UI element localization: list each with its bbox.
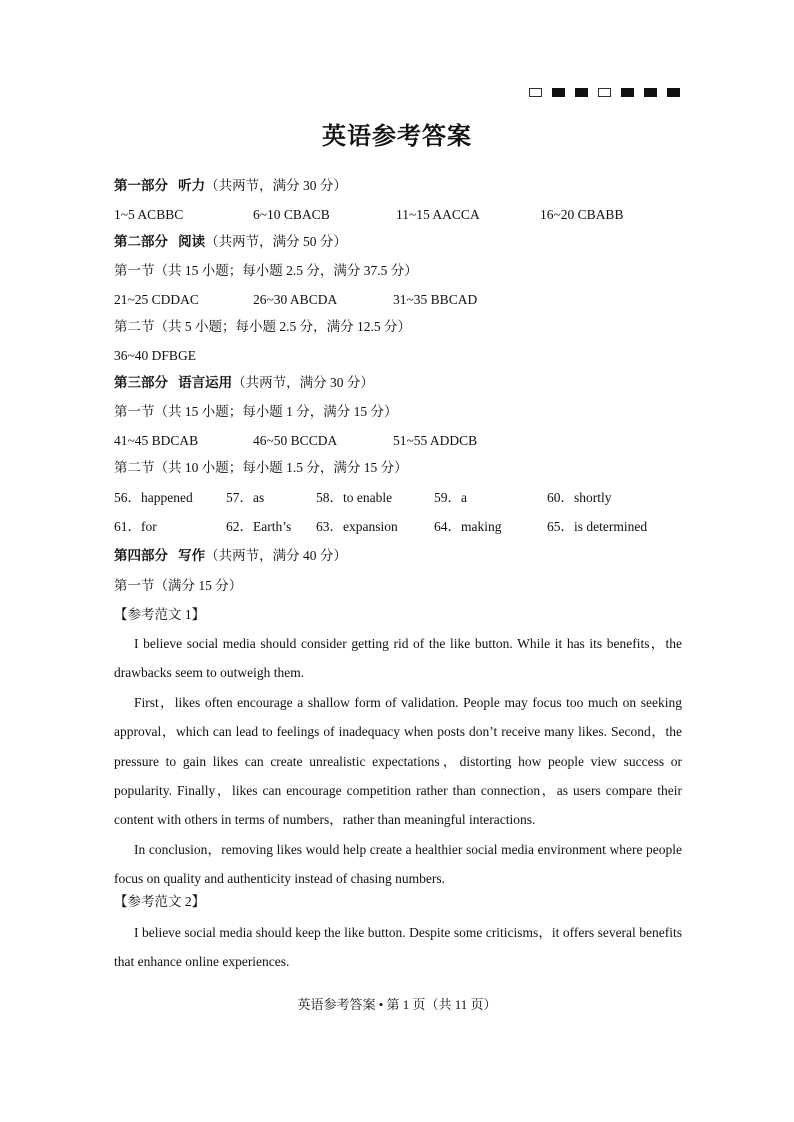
filled-square-mark <box>621 88 634 97</box>
sample2-essay <box>114 918 682 977</box>
filled-square-mark <box>667 88 680 97</box>
sample1-essay <box>114 629 682 894</box>
part2-heading: 第二部分 阅读（共两节，满分 50 分） <box>114 234 347 249</box>
answer-item: 56．happened <box>114 490 193 505</box>
answer-group: 41~45 BDCAB <box>114 433 199 448</box>
part3-heading: 第三部分 语言运用（共两节，满分 30 分） <box>114 375 374 390</box>
answer-group: 6~10 CBACB <box>253 207 330 222</box>
header-marks <box>529 88 680 97</box>
part4-heading: 第四部分 写作（共两节，满分 40 分） <box>114 548 347 563</box>
answer-group: 31~35 BBCAD <box>393 292 478 307</box>
page-footer: 英语参考答案 • 第 1 页（共 11 页） <box>297 997 497 1012</box>
answer-group: 36~40 DFBGE <box>114 348 196 363</box>
page-title: 英语参考答案 <box>322 124 472 150</box>
essay-paragraph: I believe social media should keep the like button. Despite some criticisms，it offers several benefits that enhance online experiences. <box>114 925 682 970</box>
essay-paragraph: In conclusion，removing likes would help create a healthier social media environment where people focus on quality and authenticity instead of chasing numbers. <box>114 841 682 887</box>
answer-item: 57．as <box>226 490 265 505</box>
filled-square-mark <box>552 88 565 97</box>
answer-group: 16~20 CBABB <box>540 207 624 222</box>
answer-group: 11~15 AACCA <box>396 207 480 222</box>
answer-item: 60．shortly <box>547 490 612 505</box>
part2-section1: 第一节（共 15 小题；每小题 2.5 分，满分 37.5 分） <box>114 263 418 278</box>
part3-section1: 第一节（共 15 小题；每小题 1 分，满分 15 分） <box>114 404 398 419</box>
sample1-label: 【参考范文 1】 <box>114 607 206 622</box>
answer-item: 62．Earth’s <box>226 519 292 534</box>
sample2-label: 【参考范文 2】 <box>114 894 206 909</box>
filled-square-mark <box>644 88 657 97</box>
part1-heading: 第一部分 听力（共两节，满分 30 分） <box>114 178 347 193</box>
filled-square-mark <box>575 88 588 97</box>
answer-group: 46~50 BCCDA <box>253 433 338 448</box>
answer-group: 21~25 CDDAC <box>114 292 199 307</box>
answer-item: 64．making <box>434 519 502 534</box>
part2-section2: 第二节（共 5 小题；每小题 2.5 分，满分 12.5 分） <box>114 319 411 334</box>
part3-section2: 第二节（共 10 小题；每小题 1.5 分，满分 15 分） <box>114 460 408 475</box>
answer-group: 51~55 ADDCB <box>393 433 478 448</box>
answer-group: 1~5 ACBBC <box>114 207 184 222</box>
essay-paragraph: First，likes often encourage a shallow form of validation. People may focus too much on seeking approval，which can lead to feelings of inadequacy when posts don’t receive many likes. Second，the pressure to gain likes can create unrealistic expectations，distorting how people view success or popularity. Finally，likes can encourage competition rather than connection，as users compare their content with others in terms of numbers，rather than meaningful interactions. <box>114 694 682 828</box>
answer-item: 61．for <box>114 519 157 534</box>
answer-item: 63．expansion <box>316 519 398 534</box>
hollow-square-mark <box>598 88 611 97</box>
answer-group: 26~30 ABCDA <box>253 292 338 307</box>
answer-item: 59．a <box>434 490 467 505</box>
answer-item: 65．is determined <box>547 519 648 534</box>
essay-paragraph: I believe social media should consider getting rid of the like button. While it has its benefits，the drawbacks seem to outweigh them. <box>114 636 682 681</box>
part4-section1: 第一节（满分 15 分） <box>114 578 243 593</box>
hollow-square-mark <box>529 88 542 97</box>
answer-item: 58．to enable <box>316 490 393 505</box>
